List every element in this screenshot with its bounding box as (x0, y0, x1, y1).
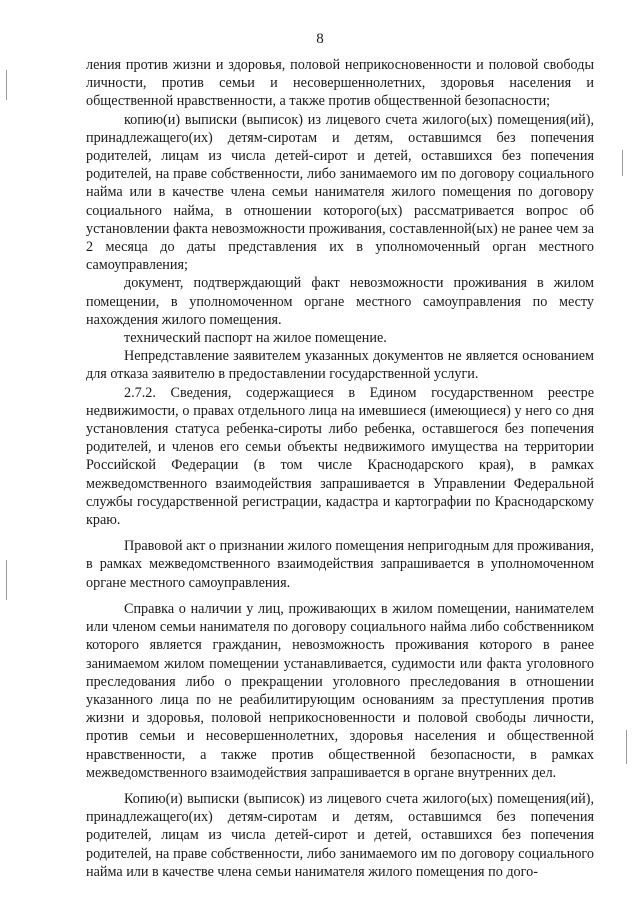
scan-artifact (6, 70, 7, 100)
paragraph-legal-act: Правовой акт о признании жилого помещения непригодным для проживания, в рамках межведомственного взаимодействия запрашивается в уполномоченном органе местного самоуправления. (86, 538, 594, 591)
paragraph-account-extract-interagency: Копию(и) выписки (выписок) из лицевого счета жилого(ых) помещения(ий), принадлежащего(их) детям-сиротам и детям, оставшимся без попечения родителей, лицам из числа детей-сирот и детей, оставшихся без попечения родителей, на праве собственности, либо занимаемого им по договору социального найма или в качестве члена семьи нанимателя жилого помещения по дого- (86, 790, 594, 880)
paragraph-account-extract: копию(и) выписки (выписок) из лицевого счета жилого(ых) помещения(ий), принадлежащего(их) детям-сиротам и детям, оставшимся без попечения родителей, лицам из числа детей-сирот и детей, оставшихся без попечения родителей, на праве собственности, либо занимаемого им по договору социального найма или в качестве члена семьи нанимателя жилого помещения по договору социального найма, в отношении которого(ых) рассматривается вопрос об установлении факта невозможности проживания, составленной(ых) не ранее чем за 2 месяца до даты представления их в уполномоченный орган местного самоуправления; (86, 111, 594, 274)
paragraph-non-submission: Непредставление заявителем указанных документов не является основанием для отказа заявителю в предоставлении государственной услуги. (86, 348, 594, 383)
paragraph-impossibility-document: документ, подтверждающий факт невозможности проживания в жилом помещении, в уполномоченном органе местного самоуправления по месту нахождения жилого помещения. (86, 275, 594, 328)
document-body (86, 56, 594, 881)
scan-artifact (622, 150, 623, 176)
scan-artifact (6, 560, 7, 600)
scan-artifact (626, 730, 627, 764)
paragraph-continuation: ления против жизни и здоровья, половой неприкосновенности и половой свободы личности, против семьи и несовершеннолетних, здоровья населения и общественной нравственности, а также против общественной безопасности; (86, 57, 594, 110)
paragraph-technical-passport: технический паспорт на жилое помещение. (124, 330, 387, 347)
paragraph-criminal-record-certificate: Справка о наличии у лиц, проживающих в жилом помещении, нанимателем или членом семьи нанимателя по договору социального найма либо собственником которого является гражданин, невозможность проживания которого в ранее занимаемом жилом помещении устанавливается, судимости или факта уголовного преследования либо о прекращении уголовного преследования в отношении указанного лица по не реабилитирующим основаниям за преступления против жизни и здоровья, половой неприкосновенности и половой свободы личности, против семьи и несовершеннолетних, здоровья населения и общественной нравственности, а также против общественной безопасности, в рамках межведомственного взаимодействия запрашивается в органе внутренних дел. (86, 600, 594, 781)
paragraph-2-7-2: 2.7.2. Сведения, содержащиеся в Едином государственном реестре недвижимости, о правах отдельного лица на имевшиеся (имеющиеся) у него со дня установления статуса ребенка-сироты либо ребенка, оставшегося без попечения родителей, и членов его семьи объекты недвижимого имущества на территории Российской Федерации (в том числе Краснодарского края), в рамках межведомственного взаимодействия запрашивается в Управлении Федеральной службы государственной регистрации, кадастра и картографии по Краснодарскому краю. (86, 384, 594, 529)
page-number: 8 (316, 31, 324, 47)
